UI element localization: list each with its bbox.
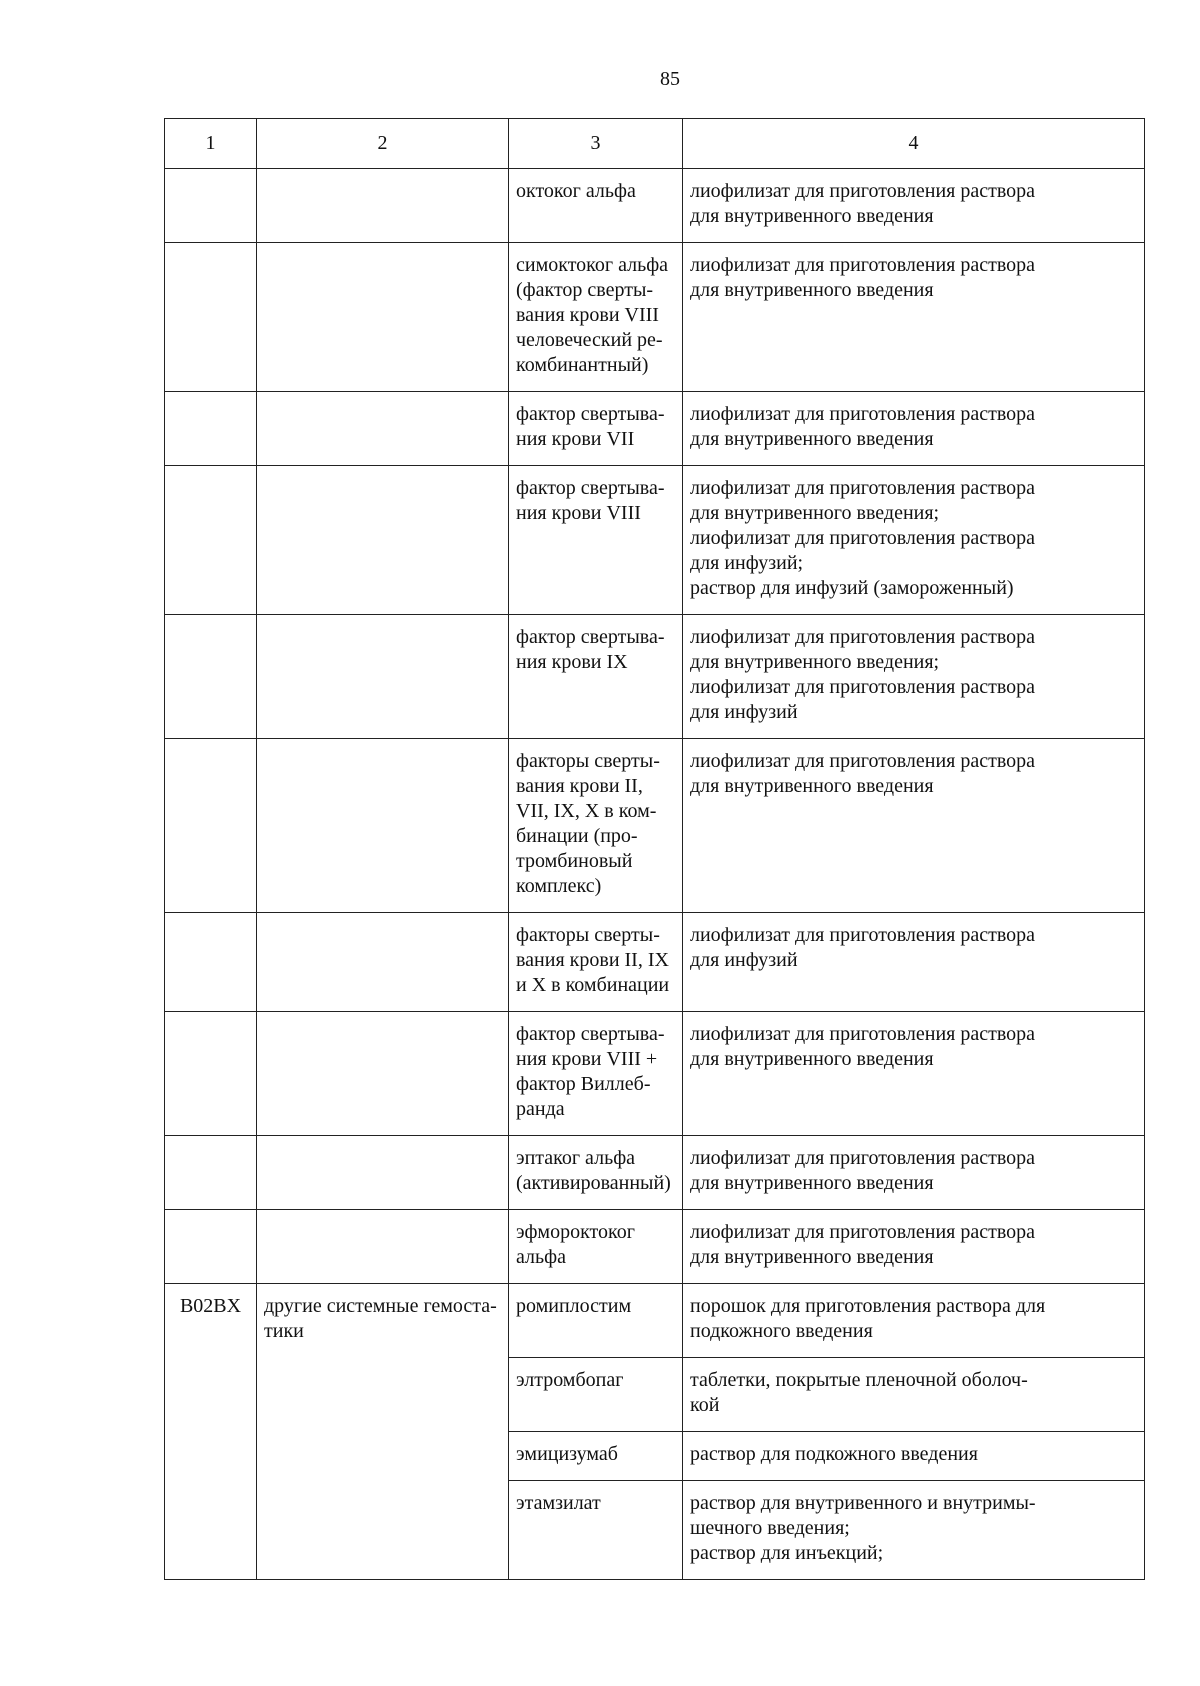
drug-name-line: тромбиновый bbox=[516, 850, 633, 872]
dosage-form-line: для внутривенного введения bbox=[690, 1048, 934, 1070]
drug-name-line: ромиплостим bbox=[516, 1295, 632, 1317]
table-row bbox=[165, 913, 1145, 1012]
drug-name-line: этамзилат bbox=[516, 1492, 601, 1514]
cell-drug-name bbox=[509, 615, 683, 739]
drug-name-line: эптаког альфа bbox=[516, 1147, 636, 1169]
table-header bbox=[165, 119, 1145, 169]
cell-drug-name bbox=[509, 392, 683, 466]
cell-drug-name bbox=[509, 913, 683, 1012]
table-row bbox=[165, 1012, 1145, 1136]
dosage-form-line: подкожного введения bbox=[690, 1320, 873, 1342]
cell-drug-name bbox=[509, 1358, 683, 1432]
cell-group bbox=[257, 1210, 509, 1284]
drug-name-line: бинации (про- bbox=[516, 825, 638, 847]
drug-name-line: фактор свертыва- bbox=[516, 1023, 665, 1045]
dosage-form-line: для внутривенного введения bbox=[690, 775, 934, 797]
drug-name-line: ния крови IX bbox=[516, 651, 628, 673]
cell-drug-name bbox=[509, 1432, 683, 1481]
cell-drug-name bbox=[509, 1210, 683, 1284]
dosage-form-line: лиофилизат для приготовления раствора bbox=[690, 626, 1036, 648]
group-line: тики bbox=[264, 1320, 304, 1342]
cell-dosage-form bbox=[683, 739, 1145, 913]
cell-dosage-form bbox=[683, 169, 1145, 243]
cell-dosage-form bbox=[683, 1210, 1145, 1284]
dosage-form-line: раствор для внутривенного и внутримы- bbox=[690, 1492, 1036, 1514]
cell-drug-name bbox=[509, 1012, 683, 1136]
drug-name-line: и X в комбинации bbox=[516, 974, 670, 996]
cell-drug-name bbox=[509, 1284, 683, 1358]
cell-dosage-form bbox=[683, 392, 1145, 466]
cell-atc-code bbox=[165, 1012, 257, 1136]
dosage-form-line: лиофилизат для приготовления раствора bbox=[690, 527, 1036, 549]
drug-name-line: альфа bbox=[516, 1246, 566, 1268]
dosage-form-line: для внутривенного введения bbox=[690, 1246, 934, 1268]
dosage-form-line: лиофилизат для приготовления раствора bbox=[690, 924, 1036, 946]
cell-dosage-form bbox=[683, 243, 1145, 392]
dosage-form-line: для внутривенного введения bbox=[690, 428, 934, 450]
drug-name-line: элтромбопаг bbox=[516, 1369, 624, 1391]
dosage-form-line: для инфузий bbox=[690, 701, 798, 723]
table-row bbox=[165, 1284, 1145, 1358]
cell-atc-code: B02BX bbox=[165, 1284, 257, 1580]
column-header-1: 1 bbox=[165, 119, 257, 169]
drug-name-line: VII, IX, X в ком- bbox=[516, 800, 657, 822]
drug-name-line: комбинантный) bbox=[516, 354, 649, 376]
column-header-4: 4 bbox=[683, 119, 1145, 169]
drug-name-line: ния крови VIII + bbox=[516, 1048, 658, 1070]
cell-group bbox=[257, 1284, 509, 1580]
drug-name-line: факторы сверты- bbox=[516, 750, 660, 772]
drug-name-line: эфмороктоког bbox=[516, 1221, 635, 1243]
cell-group bbox=[257, 913, 509, 1012]
table-row bbox=[165, 1210, 1145, 1284]
cell-drug-name bbox=[509, 243, 683, 392]
cell-dosage-form bbox=[683, 466, 1145, 615]
table-row bbox=[165, 1136, 1145, 1210]
dosage-form-line: для инфузий; bbox=[690, 552, 804, 574]
cell-drug-name bbox=[509, 1136, 683, 1210]
drug-name-line: фактор свертыва- bbox=[516, 477, 665, 499]
drug-name-line: эмицизумаб bbox=[516, 1443, 618, 1465]
drug-name-line: вания крови II, IX bbox=[516, 949, 669, 971]
cell-group bbox=[257, 169, 509, 243]
cell-drug-name bbox=[509, 466, 683, 615]
cell-atc-code bbox=[165, 243, 257, 392]
cell-dosage-form bbox=[683, 1136, 1145, 1210]
dosage-form-line: для внутривенного введения; bbox=[690, 651, 940, 673]
dosage-form-line: лиофилизат для приготовления раствора bbox=[690, 676, 1036, 698]
table-row bbox=[165, 466, 1145, 615]
drug-name-line: фактор Виллеб- bbox=[516, 1073, 651, 1095]
dosage-form-line: для инфузий bbox=[690, 949, 798, 971]
column-header-2: 2 bbox=[257, 119, 509, 169]
cell-group bbox=[257, 1012, 509, 1136]
dosage-form-line: лиофилизат для приготовления раствора bbox=[690, 403, 1036, 425]
drug-name-line: симоктоког альфа bbox=[516, 254, 669, 276]
dosage-form-line: для внутривенного введения bbox=[690, 205, 934, 227]
cell-dosage-form bbox=[683, 615, 1145, 739]
column-header-3: 3 bbox=[509, 119, 683, 169]
dosage-form-line: лиофилизат для приготовления раствора bbox=[690, 1221, 1036, 1243]
cell-group bbox=[257, 466, 509, 615]
cell-atc-code bbox=[165, 1210, 257, 1284]
dosage-form-line: раствор для инфузий (замороженный) bbox=[690, 577, 1014, 599]
group-line: другие системные гемоста- bbox=[264, 1295, 497, 1317]
table-row bbox=[165, 739, 1145, 913]
drug-table bbox=[164, 118, 1145, 1580]
cell-group bbox=[257, 392, 509, 466]
cell-dosage-form bbox=[683, 1481, 1145, 1580]
dosage-form-line: лиофилизат для приготовления раствора bbox=[690, 180, 1036, 202]
cell-drug-name bbox=[509, 169, 683, 243]
cell-group bbox=[257, 739, 509, 913]
cell-drug-name bbox=[509, 1481, 683, 1580]
cell-group bbox=[257, 1136, 509, 1210]
dosage-form-line: для внутривенного введения; bbox=[690, 502, 940, 524]
cell-group bbox=[257, 615, 509, 739]
cell-atc-code bbox=[165, 739, 257, 913]
drug-name-line: ния крови VII bbox=[516, 428, 635, 450]
drug-name-line: фактор свертыва- bbox=[516, 403, 665, 425]
dosage-form-line: лиофилизат для приготовления раствора bbox=[690, 477, 1036, 499]
dosage-form-line: раствор для подкожного введения bbox=[690, 1443, 978, 1465]
dosage-form-line: порошок для приготовления раствора для bbox=[690, 1295, 1046, 1317]
header-row bbox=[165, 119, 1145, 169]
cell-drug-name bbox=[509, 739, 683, 913]
dosage-form-line: раствор для инъекций; bbox=[690, 1542, 884, 1564]
drug-name-line: октоког альфа bbox=[516, 180, 636, 202]
cell-atc-code bbox=[165, 392, 257, 466]
drug-name-line: вания крови II, bbox=[516, 775, 643, 797]
drug-name-line: фактор свертыва- bbox=[516, 626, 665, 648]
dosage-form-line: таблетки, покрытые пленочной оболоч- bbox=[690, 1369, 1028, 1391]
dosage-form-line: лиофилизат для приготовления раствора bbox=[690, 1023, 1036, 1045]
table-row bbox=[165, 615, 1145, 739]
table-body bbox=[165, 169, 1145, 1580]
drug-name-line: ния крови VIII bbox=[516, 502, 641, 524]
page-number: 85 bbox=[660, 68, 680, 90]
table-row bbox=[165, 392, 1145, 466]
cell-atc-code bbox=[165, 466, 257, 615]
cell-atc-code bbox=[165, 1136, 257, 1210]
cell-atc-code bbox=[165, 169, 257, 243]
cell-dosage-form bbox=[683, 1358, 1145, 1432]
dosage-form-line: для внутривенного введения bbox=[690, 279, 934, 301]
drug-name-line: (фактор сверты- bbox=[516, 279, 654, 301]
cell-group bbox=[257, 243, 509, 392]
cell-dosage-form bbox=[683, 1012, 1145, 1136]
drug-name-line: вания крови VIII bbox=[516, 304, 659, 326]
dosage-form-line: кой bbox=[690, 1394, 720, 1416]
drug-name-line: (активированный) bbox=[516, 1172, 671, 1194]
dosage-form-line: лиофилизат для приготовления раствора bbox=[690, 254, 1036, 276]
drug-name-line: человеческий ре- bbox=[516, 329, 663, 351]
cell-dosage-form bbox=[683, 1432, 1145, 1481]
drug-name-line: комплекс) bbox=[516, 875, 602, 897]
cell-dosage-form bbox=[683, 1284, 1145, 1358]
drug-name-line: ранда bbox=[516, 1098, 565, 1120]
table-row bbox=[165, 243, 1145, 392]
dosage-form-line: шечного введения; bbox=[690, 1517, 850, 1539]
dosage-form-line: лиофилизат для приготовления раствора bbox=[690, 750, 1036, 772]
table-row bbox=[165, 169, 1145, 243]
dosage-form-line: для внутривенного введения bbox=[690, 1172, 934, 1194]
cell-atc-code bbox=[165, 913, 257, 1012]
dosage-form-line: лиофилизат для приготовления раствора bbox=[690, 1147, 1036, 1169]
drug-name-line: факторы сверты- bbox=[516, 924, 660, 946]
cell-atc-code bbox=[165, 615, 257, 739]
cell-dosage-form bbox=[683, 913, 1145, 1012]
